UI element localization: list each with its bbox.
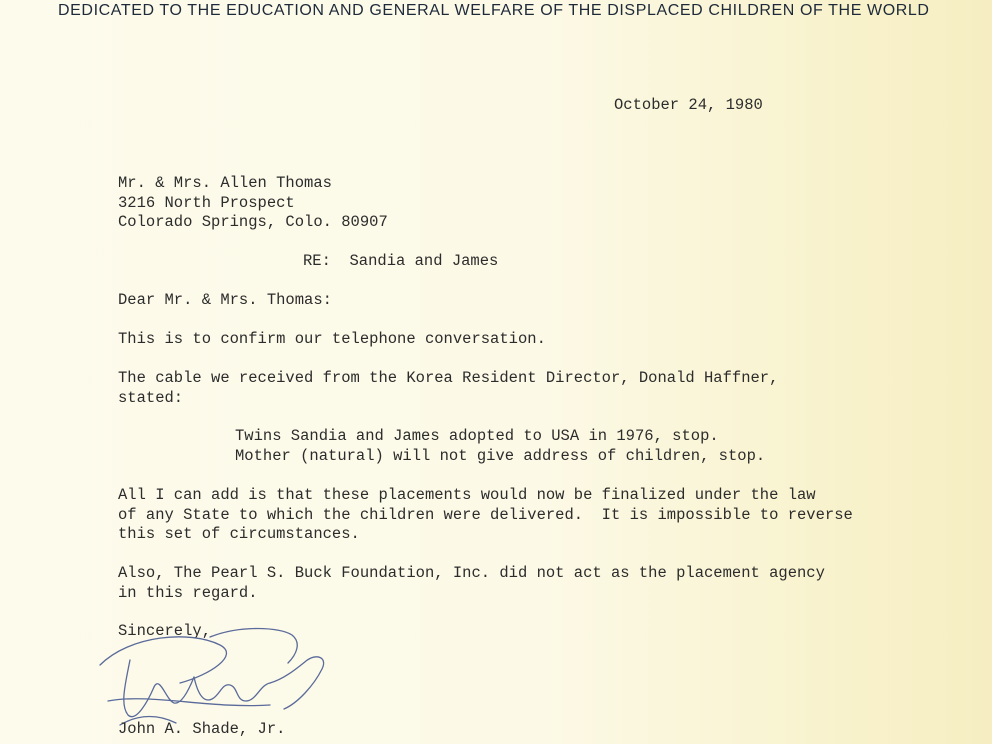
quote-line: Twins Sandia and James adopted to USA in 1976, stop. <box>235 427 719 445</box>
signer-name: John A. Shade, Jr. <box>118 720 286 738</box>
paragraph-line: of any State to which the children were delivered. It is impossible to reverse <box>118 505 853 524</box>
recipient-address <box>118 174 388 233</box>
quote-line: Mother (natural) will not give address of children, stop. <box>235 446 766 465</box>
paragraph-line: stated: <box>118 388 184 407</box>
paragraph-placements <box>118 486 853 545</box>
paragraph-line: Also, The Pearl S. Buck Foundation, Inc. did not act as the placement agency <box>118 564 825 582</box>
paragraph-line: The cable we received from the Korea Resident Director, Donald Haffner, <box>118 369 779 387</box>
subject-line: RE: Sandia and James <box>303 252 499 270</box>
paragraph-line: in this regard. <box>118 583 258 602</box>
letterhead-dedication: DEDICATED TO THE EDUCATION AND GENERAL WELFARE OF THE DISPLACED CHILDREN OF THE WORLD <box>58 2 930 19</box>
paragraph-foundation <box>118 564 825 603</box>
paragraph-confirm: This is to confirm our telephone conversation. <box>118 330 546 348</box>
letter-date: October 24, 1980 <box>614 96 763 114</box>
closing: Sincerely, <box>118 622 212 640</box>
address-line: 3216 North Prospect <box>118 193 295 212</box>
cable-quote <box>235 427 765 466</box>
salutation: Dear Mr. & Mrs. Thomas: <box>118 291 332 309</box>
paragraph-line: All I can add is that these placements would now be finalized under the law <box>118 486 816 504</box>
paragraph-line: this set of circumstances. <box>118 525 360 543</box>
paragraph-cable <box>118 369 778 408</box>
address-line: Mr. & Mrs. Allen Thomas <box>118 174 332 192</box>
address-line: Colorado Springs, Colo. 80907 <box>118 213 388 231</box>
